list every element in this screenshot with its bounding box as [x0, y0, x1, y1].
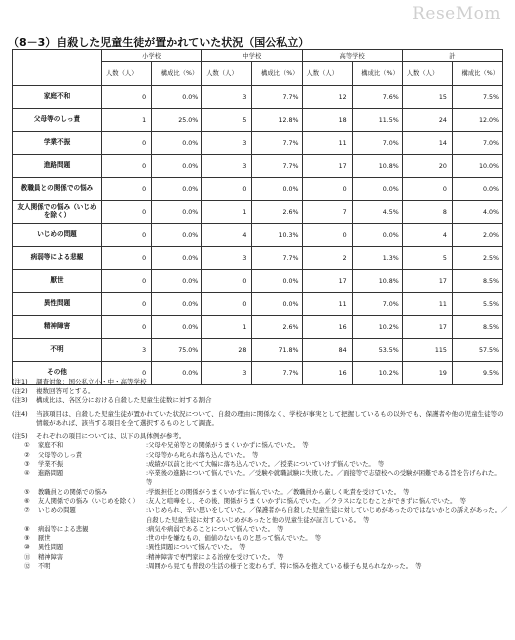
- cell-count: 17: [302, 270, 352, 293]
- cell-ratio: 75.0%: [152, 339, 202, 362]
- table-row: [13, 109, 503, 132]
- cell-count: 11: [302, 132, 352, 155]
- header-elementary: 小学校: [102, 50, 202, 62]
- cell-count: 0: [102, 224, 152, 247]
- cell-ratio: 0.0%: [452, 178, 502, 201]
- cell-count: 5: [202, 109, 252, 132]
- cell-ratio: 0.0%: [252, 293, 302, 316]
- cell-ratio: 0.0%: [152, 132, 202, 155]
- cell-count: 15: [402, 86, 452, 109]
- cell-count: 1: [202, 201, 252, 224]
- row-category: 教職員との関係での悩み: [13, 178, 102, 201]
- example-name: 学業不振: [38, 460, 64, 468]
- row-category: 病弱等による悲観: [13, 247, 102, 270]
- cell-ratio: 10.2%: [352, 362, 402, 385]
- example-item: [12, 562, 508, 571]
- cell-count: 4: [402, 224, 452, 247]
- example-number: ⑤: [24, 488, 30, 496]
- example-item: [12, 469, 508, 488]
- row-category: 学業不振: [13, 132, 102, 155]
- example-item: [12, 497, 508, 506]
- cell-count: 0: [102, 201, 152, 224]
- table-row: [13, 201, 503, 224]
- cell-ratio: 5.5%: [452, 293, 502, 316]
- cell-ratio: 7.7%: [252, 155, 302, 178]
- header-high-school: 高等学校: [302, 50, 402, 62]
- cell-count: 16: [302, 362, 352, 385]
- cell-ratio: 12.8%: [252, 109, 302, 132]
- cell-count: 0: [102, 178, 152, 201]
- note-label: (注4): [12, 409, 28, 418]
- cell-ratio: 8.5%: [452, 316, 502, 339]
- cell-count: 0: [202, 270, 252, 293]
- table-row: [13, 270, 503, 293]
- note-text: 当該項目は、自殺した児童生徒が置かれていた状況について、自殺の理由に関係なく、学校が事実として把握しているもの以外でも、保護者や他の児童生徒等の情報があれば、該当する項目を全て選択するものとして調査。: [36, 409, 504, 427]
- cell-ratio: 53.5%: [352, 339, 402, 362]
- example-number: ④: [24, 470, 30, 478]
- example-name: 病弱等による悲観: [38, 525, 89, 533]
- cell-count: 0: [202, 293, 252, 316]
- row-category: 父母等のしっ責: [13, 109, 102, 132]
- note-item: [12, 378, 508, 387]
- row-category: 家庭不和: [13, 86, 102, 109]
- example-name: 教職員との関係での悩み: [38, 488, 108, 496]
- cell-count: 17: [302, 155, 352, 178]
- example-name: 厭世: [38, 535, 51, 543]
- cell-count: 2: [302, 247, 352, 270]
- cell-count: 84: [302, 339, 352, 362]
- subheader-count: 人数（人）: [402, 62, 452, 86]
- cell-ratio: 0.0%: [252, 270, 302, 293]
- example-description: : 病気や病弱であることについて悩んでいた。 等: [146, 525, 508, 534]
- example-name: いじめの問題: [38, 507, 76, 515]
- table-row: [13, 247, 503, 270]
- cell-ratio: 9.5%: [452, 362, 502, 385]
- cell-ratio: 7.6%: [352, 86, 402, 109]
- example-number: ⑩: [24, 544, 30, 552]
- cell-count: 17: [402, 316, 452, 339]
- header-blank: [13, 50, 102, 86]
- row-category: 異性問題: [13, 293, 102, 316]
- cell-ratio: 2.0%: [452, 224, 502, 247]
- example-item: [12, 525, 508, 534]
- cell-ratio: 7.7%: [252, 247, 302, 270]
- cell-ratio: 2.6%: [252, 316, 302, 339]
- cell-ratio: 0.0%: [152, 178, 202, 201]
- header-junior-high: 中学校: [202, 50, 302, 62]
- cell-ratio: 7.0%: [352, 132, 402, 155]
- example-description: : 世の中を嫌なもの、価値のないものと思って悩んでいた。 等: [146, 534, 508, 543]
- example-description: : いじめられ、辛い思いをしていた。／保護者から自殺した児童生徒に対していじめがあったのではないかとの訴えがあった。／自殺した児童生徒に対するいじめがあったと他の児童生徒が証言している。 等: [146, 506, 508, 525]
- cell-ratio: 25.0%: [152, 109, 202, 132]
- cell-count: 0: [102, 155, 152, 178]
- table-row: [13, 293, 503, 316]
- cell-ratio: 12.0%: [452, 109, 502, 132]
- table-row: [13, 224, 503, 247]
- row-category: 精神障害: [13, 316, 102, 339]
- header-total: 計: [402, 50, 502, 62]
- cell-count: 0: [102, 362, 152, 385]
- row-category: 不明: [13, 339, 102, 362]
- note-label: (注3): [12, 396, 28, 405]
- note-item: [12, 396, 508, 405]
- example-description: : 異性問題について悩んでいた。 等: [146, 543, 508, 552]
- example-number: ⑨: [24, 535, 30, 543]
- note-label: (注2): [12, 387, 28, 396]
- cell-ratio: 8.5%: [452, 270, 502, 293]
- table-row: [13, 178, 503, 201]
- example-item: [12, 534, 508, 543]
- cell-ratio: 0.0%: [152, 270, 202, 293]
- subheader-ratio: 構成比（%）: [352, 62, 402, 86]
- cell-count: 3: [202, 132, 252, 155]
- cell-count: 5: [402, 247, 452, 270]
- cell-count: 3: [202, 247, 252, 270]
- example-description: : 友人と喧嘩をし、その後、関係がうまくいかずに悩んでいた。／クラスになじむことができずに悩んでいた。 等: [146, 497, 508, 506]
- row-category: 厭世: [13, 270, 102, 293]
- example-item: [12, 553, 508, 562]
- cell-count: 3: [202, 362, 252, 385]
- cell-count: 1: [102, 109, 152, 132]
- subheader-ratio: 構成比（%）: [452, 62, 502, 86]
- example-description: : 父母や兄弟等との関係がうまくいかずに悩んでいた。 等: [146, 441, 508, 450]
- note-text: 調査対象：国公私立小・中・高等学校: [36, 378, 147, 386]
- cell-ratio: 0.0%: [152, 247, 202, 270]
- example-number: ⑪: [24, 553, 31, 561]
- table-row: [13, 316, 503, 339]
- cell-count: 28: [202, 339, 252, 362]
- cell-count: 0: [102, 270, 152, 293]
- cell-count: 0: [102, 247, 152, 270]
- cell-ratio: 7.7%: [252, 132, 302, 155]
- subheader-count: 人数（人）: [202, 62, 252, 86]
- example-description: : 学級担任との関係がうまくいかずに悩んでいた。／教職員から厳しく叱責を受けていた。 等: [146, 488, 508, 497]
- cell-ratio: 0.0%: [352, 178, 402, 201]
- example-name: 友人関係での悩み（いじめを除く）: [38, 498, 139, 505]
- cell-ratio: 10.8%: [352, 270, 402, 293]
- example-item: [12, 441, 508, 450]
- example-name: 不明: [38, 563, 51, 571]
- example-number: ⑫: [24, 563, 31, 571]
- subheader-ratio: 構成比（%）: [252, 62, 302, 86]
- cell-count: 115: [402, 339, 452, 362]
- example-description: : 卒業後の進路について悩んでいた。／受験や就職試験に失敗した。／面接等で志望校への受験が困難である旨を告げられた。 等: [146, 469, 508, 488]
- note-label: (注5): [12, 432, 28, 441]
- example-item: [12, 488, 508, 497]
- cell-count: 16: [302, 316, 352, 339]
- table-row: [13, 155, 503, 178]
- cell-ratio: 0.0%: [152, 155, 202, 178]
- cell-count: 3: [202, 86, 252, 109]
- row-category: 友人関係での悩み（いじめを除く）: [13, 201, 102, 224]
- cell-ratio: 10.2%: [352, 316, 402, 339]
- cell-ratio: 2.6%: [252, 201, 302, 224]
- note-text: それぞれの項目については、以下の具体例が参考。: [36, 432, 186, 441]
- example-description: : 精神障害で専門家による治療を受けていた。 等: [146, 553, 508, 562]
- example-name: 異性問題: [38, 544, 64, 552]
- site-logo: ReseMom: [412, 4, 501, 24]
- cell-ratio: 0.0%: [152, 362, 202, 385]
- cell-ratio: 0.0%: [152, 316, 202, 339]
- subheader-ratio: 構成比（%）: [152, 62, 202, 86]
- cell-count: 11: [402, 293, 452, 316]
- row-category: 進路問題: [13, 155, 102, 178]
- cell-ratio: 57.5%: [452, 339, 502, 362]
- cell-ratio: 11.5%: [352, 109, 402, 132]
- example-number: ②: [24, 451, 30, 459]
- example-name: 家庭不和: [38, 442, 64, 450]
- cell-count: 19: [402, 362, 452, 385]
- cell-count: 24: [402, 109, 452, 132]
- cell-ratio: 7.0%: [452, 132, 502, 155]
- situation-table: [12, 49, 503, 385]
- cell-count: 11: [302, 293, 352, 316]
- example-name: 父母等のしっ責: [38, 451, 83, 459]
- cell-count: 3: [102, 339, 152, 362]
- cell-count: 12: [302, 86, 352, 109]
- cell-count: 0: [402, 178, 452, 201]
- cell-count: 0: [202, 178, 252, 201]
- cell-count: 20: [402, 155, 452, 178]
- subheader-count: 人数（人）: [102, 62, 152, 86]
- cell-ratio: 4.5%: [352, 201, 402, 224]
- example-description: : 成績が以前と比べて大幅に落ち込んでいた。／授業についていけず悩んでいた。 等: [146, 460, 508, 469]
- cell-ratio: 0.0%: [352, 224, 402, 247]
- note-item: [12, 410, 508, 428]
- row-category: その他: [13, 362, 102, 385]
- note-item: [12, 432, 508, 441]
- cell-ratio: 0.0%: [152, 224, 202, 247]
- example-number: ⑧: [24, 525, 30, 533]
- cell-count: 14: [402, 132, 452, 155]
- table-body: [13, 86, 503, 385]
- example-description: : 周囲から見ても普段の生活の様子と変わらず、特に悩みを抱えている様子も見られなかった。 等: [146, 562, 508, 571]
- example-number: ①: [24, 442, 30, 450]
- example-item: [12, 451, 508, 460]
- cell-count: 17: [402, 270, 452, 293]
- cell-ratio: 0.0%: [152, 201, 202, 224]
- example-number: ③: [24, 460, 30, 468]
- cell-ratio: 0.0%: [152, 86, 202, 109]
- cell-count: 4: [202, 224, 252, 247]
- example-item: [12, 543, 508, 552]
- cell-count: 0: [302, 178, 352, 201]
- cell-ratio: 4.0%: [452, 201, 502, 224]
- table-row: [13, 132, 503, 155]
- subheader-count: 人数（人）: [302, 62, 352, 86]
- header-row-groups: [13, 50, 503, 62]
- table-row: [13, 339, 503, 362]
- cell-count: 1: [202, 316, 252, 339]
- cell-count: 3: [202, 155, 252, 178]
- example-name: 進路問題: [38, 470, 64, 478]
- cell-ratio: 7.0%: [352, 293, 402, 316]
- cell-ratio: 1.3%: [352, 247, 402, 270]
- note-label: (注1): [12, 378, 28, 386]
- page-title: （8－3）自殺した児童生徒が置かれていた状況（国公私立）: [8, 36, 310, 49]
- cell-count: 0: [102, 316, 152, 339]
- example-name: 精神障害: [38, 553, 64, 561]
- cell-ratio: 7.7%: [252, 86, 302, 109]
- cell-ratio: 10.3%: [252, 224, 302, 247]
- row-category: いじめの問題: [13, 224, 102, 247]
- note-text: 複数回答可とする。: [36, 387, 95, 396]
- cell-ratio: 7.5%: [452, 86, 502, 109]
- example-description: : 父母等から叱られ落ち込んでいた。 等: [146, 451, 508, 460]
- cell-ratio: 2.5%: [452, 247, 502, 270]
- cell-count: 0: [102, 86, 152, 109]
- cell-count: 0: [302, 224, 352, 247]
- note-text: 構成比は、各区分における自殺した児童生徒数に対する割合: [36, 396, 212, 405]
- cell-count: 7: [302, 201, 352, 224]
- cell-ratio: 7.7%: [252, 362, 302, 385]
- example-item: [12, 506, 508, 525]
- cell-ratio: 71.8%: [252, 339, 302, 362]
- cell-count: 18: [302, 109, 352, 132]
- cell-count: 0: [102, 132, 152, 155]
- cell-count: 0: [102, 293, 152, 316]
- cell-ratio: 0.0%: [252, 178, 302, 201]
- cell-ratio: 10.8%: [352, 155, 402, 178]
- cell-ratio: 10.0%: [452, 155, 502, 178]
- cell-ratio: 0.0%: [152, 293, 202, 316]
- example-item: [12, 460, 508, 469]
- example-number: ⑥: [24, 498, 30, 505]
- table-row: [13, 86, 503, 109]
- notes-section: [12, 378, 508, 571]
- example-number: ⑦: [24, 507, 30, 515]
- cell-count: 8: [402, 201, 452, 224]
